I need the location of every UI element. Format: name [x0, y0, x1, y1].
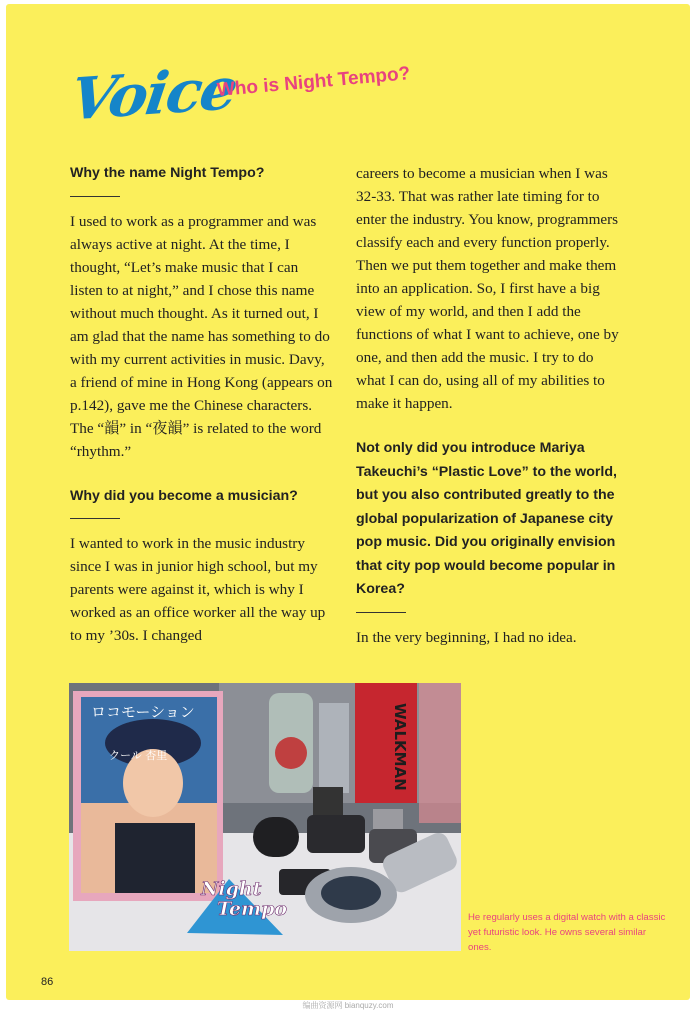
question-divider	[70, 196, 120, 197]
photo-caption: He regularly uses a digital watch with a classic yet futuristic look. He owns several similar ones.	[468, 912, 666, 953]
question-3: Not only did you introduce Mariya Takeuchi’s “Plastic Love” to the world, but you also contributed greatly to the global popularization of Japanese city pop music. Did you originally envision that city pop would become popular in Korea?	[356, 440, 617, 597]
sticker-text-tempo: Tempo	[217, 898, 288, 920]
watermark: 编曲资源网 bianquzy.com	[302, 1001, 394, 1010]
question-divider	[356, 612, 406, 613]
page-number: 86	[41, 976, 54, 988]
walkman-label: WALKMAN	[391, 703, 409, 791]
photo-illustration	[69, 683, 461, 951]
answer-3: In the very beginning, I had no idea.	[356, 628, 577, 646]
watch	[307, 815, 365, 853]
answer-2-continued: careers to become a musician when I was 32-33. That was rather late timing for to enter the industry. You know, programmers classify each and every function properly. Then we put them together and make them into an application. So, I first have a big view of my world, and then I add the functions of what I want to achieve, one by one, and then add the music. I try to do what I can do, using all of my abilities to make it happen.	[356, 165, 619, 412]
page-subtitle: Who is Night Tempo?	[216, 63, 412, 102]
watch-collection-photo	[69, 683, 461, 951]
question-2: Why did you become a musician?	[70, 487, 298, 504]
answer-2: I wanted to work in the music industry since I was in junior high school, but my parents were against it, which is why I worked as an office worker all the way up to my ’30s. I changed	[70, 535, 326, 644]
magazine-page	[6, 4, 690, 1000]
left-column	[70, 162, 334, 647]
watch	[253, 817, 299, 857]
question-divider	[70, 518, 120, 519]
question-1: Why the name Night Tempo?	[70, 165, 265, 181]
right-column	[356, 162, 620, 649]
sticker-text-night: Night	[201, 878, 262, 900]
answer-1: I used to work as a programmer and was always active at night. At the time, I thought, “Let’s make music that I can listen to at night,” and I chose this name without much thought. As it turned out, I am glad that the name has something to do with my current activities in music. Davy, a friend of mine in Hong Kong (appears on p.142), gave me the Chinese characters. The “韻” in “夜韻” is related to the word “rhythm.”	[70, 212, 333, 460]
cassette-title: ロコモーション	[91, 703, 195, 721]
voice-logo: Voice	[66, 54, 241, 134]
cassette-artist: クール 杏里	[109, 749, 168, 762]
